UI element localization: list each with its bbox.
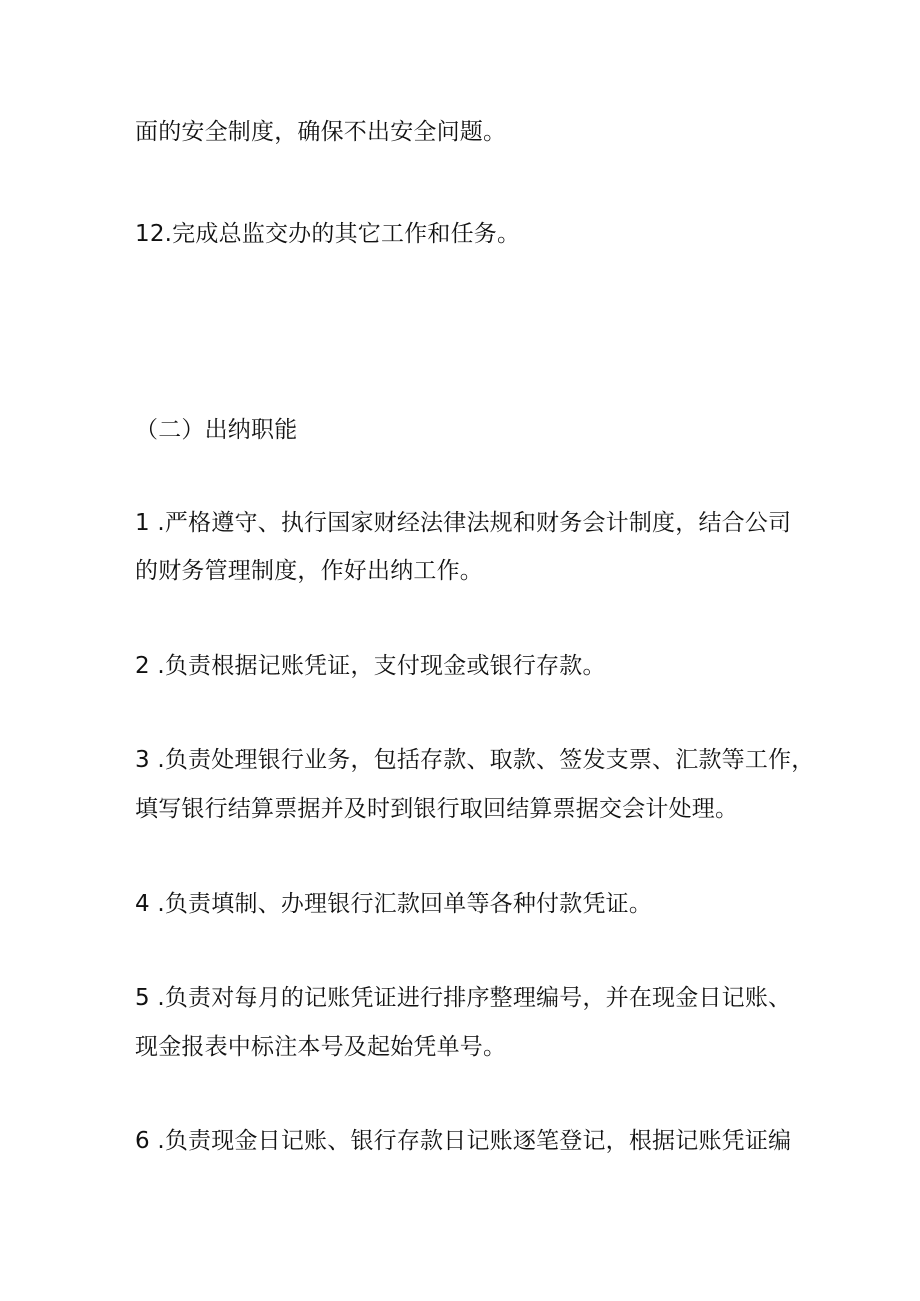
text-line-item-2: 2 .负责根据记账凭证，支付现金或银行存款。 [135,653,606,679]
text-line-item-1: 1 .严格遵守、执行国家财经法律法规和财务会计制度，结合公司 [135,510,792,536]
text-line-item-12: 12.完成总监交办的其它工作和任务。 [135,221,521,247]
text-line-safety-cont: 面的安全制度，确保不出安全问题。 [135,119,507,145]
text-line-item-3: 3 .负责处理银行业务，包括存款、取款、签发支票、汇款等工作， [135,747,815,773]
text-line-item-5-cont: 现金报表中标注本号及起始凭单号。 [135,1034,507,1060]
text-line-item-6: 6 .负责现金日记账、银行存款日记账逐笔登记，根据记账凭证编 [135,1128,792,1154]
text-line-item-3-cont: 填写银行结算票据并及时到银行取回结算票据交会计处理。 [135,796,739,822]
text-line-item-1-cont: 的财务管理制度，作好出纳工作。 [135,558,483,584]
text-line-item-5: 5 .负责对每月的记账凭证进行排序整理编号，并在现金日记账、 [135,985,792,1011]
section-heading-cashier: （二）出纳职能 [135,417,298,443]
text-line-item-4: 4 .负责填制、办理银行汇款回单等各种付款凭证。 [135,891,653,917]
